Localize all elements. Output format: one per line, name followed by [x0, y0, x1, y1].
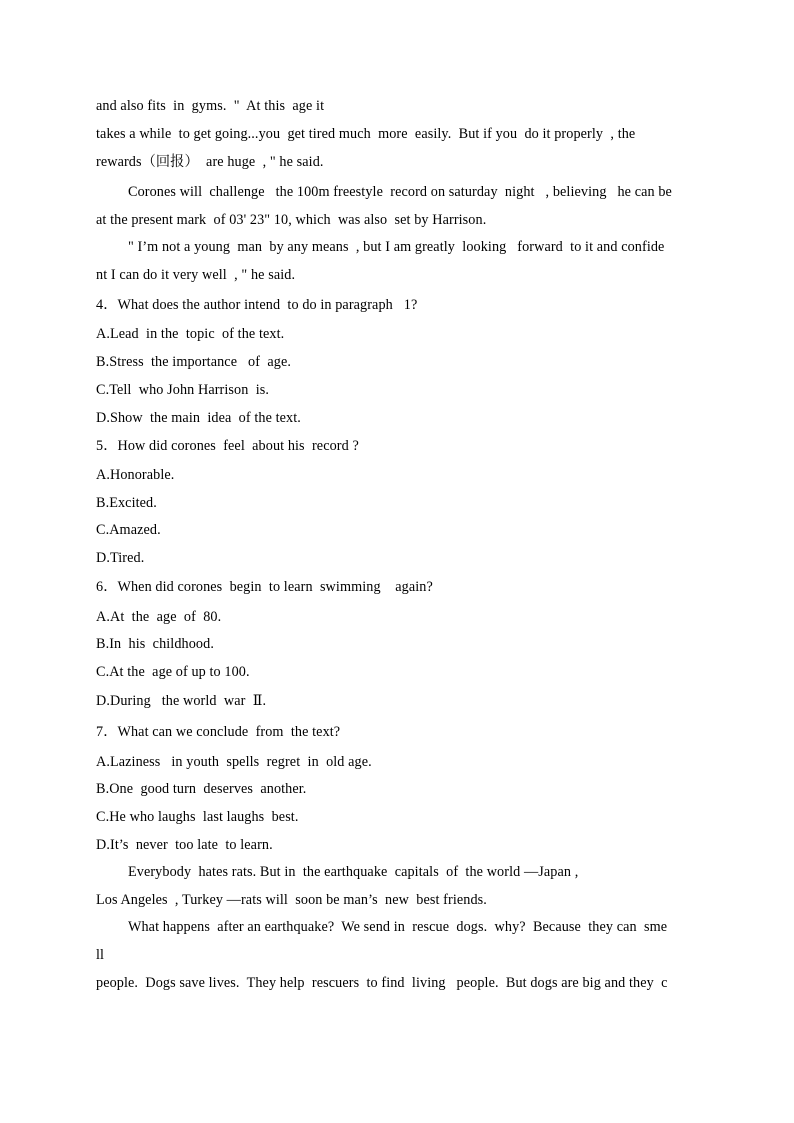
passage-b-line-2: Los Angeles , Turkey —rats will soon be man’s new best friends.: [96, 892, 487, 908]
question-7-option-b: B.One good turn deserves another.: [96, 781, 307, 797]
question-6-option-a: A.At the age of 80.: [96, 609, 222, 625]
question-4-option-d: D.Show the main idea of the text.: [96, 410, 301, 426]
passage-a-line-2: takes a while to get going...you get tired much more easily. But if you do it properly , the: [96, 126, 636, 142]
question-4-stem: 4．What does the author intend to do in paragraph 1?: [96, 297, 418, 313]
question-4-option-a: A.Lead in the topic of the text.: [96, 326, 285, 342]
passage-b-line-1: Everybody hates rats. But in the earthquake capitals of the world —Japan ,: [128, 864, 579, 880]
passage-a-line-5: at the present mark of 03' 23" 10, which was also set by Harrison.: [96, 212, 487, 228]
question-7-stem: 7．What can we conclude from the text?: [96, 724, 341, 740]
question-5-option-c: C.Amazed.: [96, 522, 161, 538]
passage-a-line-4: Corones will challenge the 100m freestyle record on saturday night , believing he can be: [128, 184, 672, 200]
passage-a-line-6: " I’m not a young man by any means , but I am greatly looking forward to it and confide: [128, 239, 665, 255]
question-6-stem: 6．When did corones begin to learn swimming again?: [96, 579, 433, 595]
question-6-option-d: D.During the world war Ⅱ.: [96, 693, 267, 709]
question-7-option-d: D.It’s never too late to learn.: [96, 837, 273, 853]
question-5-option-d: D.Tired.: [96, 550, 145, 566]
passage-b-line-4: ll: [96, 947, 105, 963]
question-5-option-a: A.Honorable.: [96, 467, 175, 483]
question-6-option-c: C.At the age of up to 100.: [96, 664, 250, 680]
question-4-option-b: B.Stress the importance of age.: [96, 354, 291, 370]
question-4-option-c: C.Tell who John Harrison is.: [96, 382, 270, 398]
question-7-option-c: C.He who laughs last laughs best.: [96, 809, 299, 825]
passage-a-line-7: nt I can do it very well , " he said.: [96, 267, 296, 283]
question-5-option-b: B.Excited.: [96, 495, 157, 511]
question-6-option-b: B.In his childhood.: [96, 636, 214, 652]
passage-b-line-3: What happens after an earthquake? We send in rescue dogs. why? Because they can sme: [128, 919, 668, 935]
passage-a-line-1: and also fits in gyms. " At this age it: [96, 98, 325, 114]
question-5-stem: 5．How did corones feel about his record ?: [96, 438, 359, 454]
passage-b-line-5: people. Dogs save lives. They help rescuers to find living people. But dogs are big and they c: [96, 975, 668, 991]
question-7-option-a: A.Laziness in youth spells regret in old age.: [96, 754, 372, 770]
passage-a-line-3: rewards（回报） are huge , " he said.: [96, 154, 324, 170]
